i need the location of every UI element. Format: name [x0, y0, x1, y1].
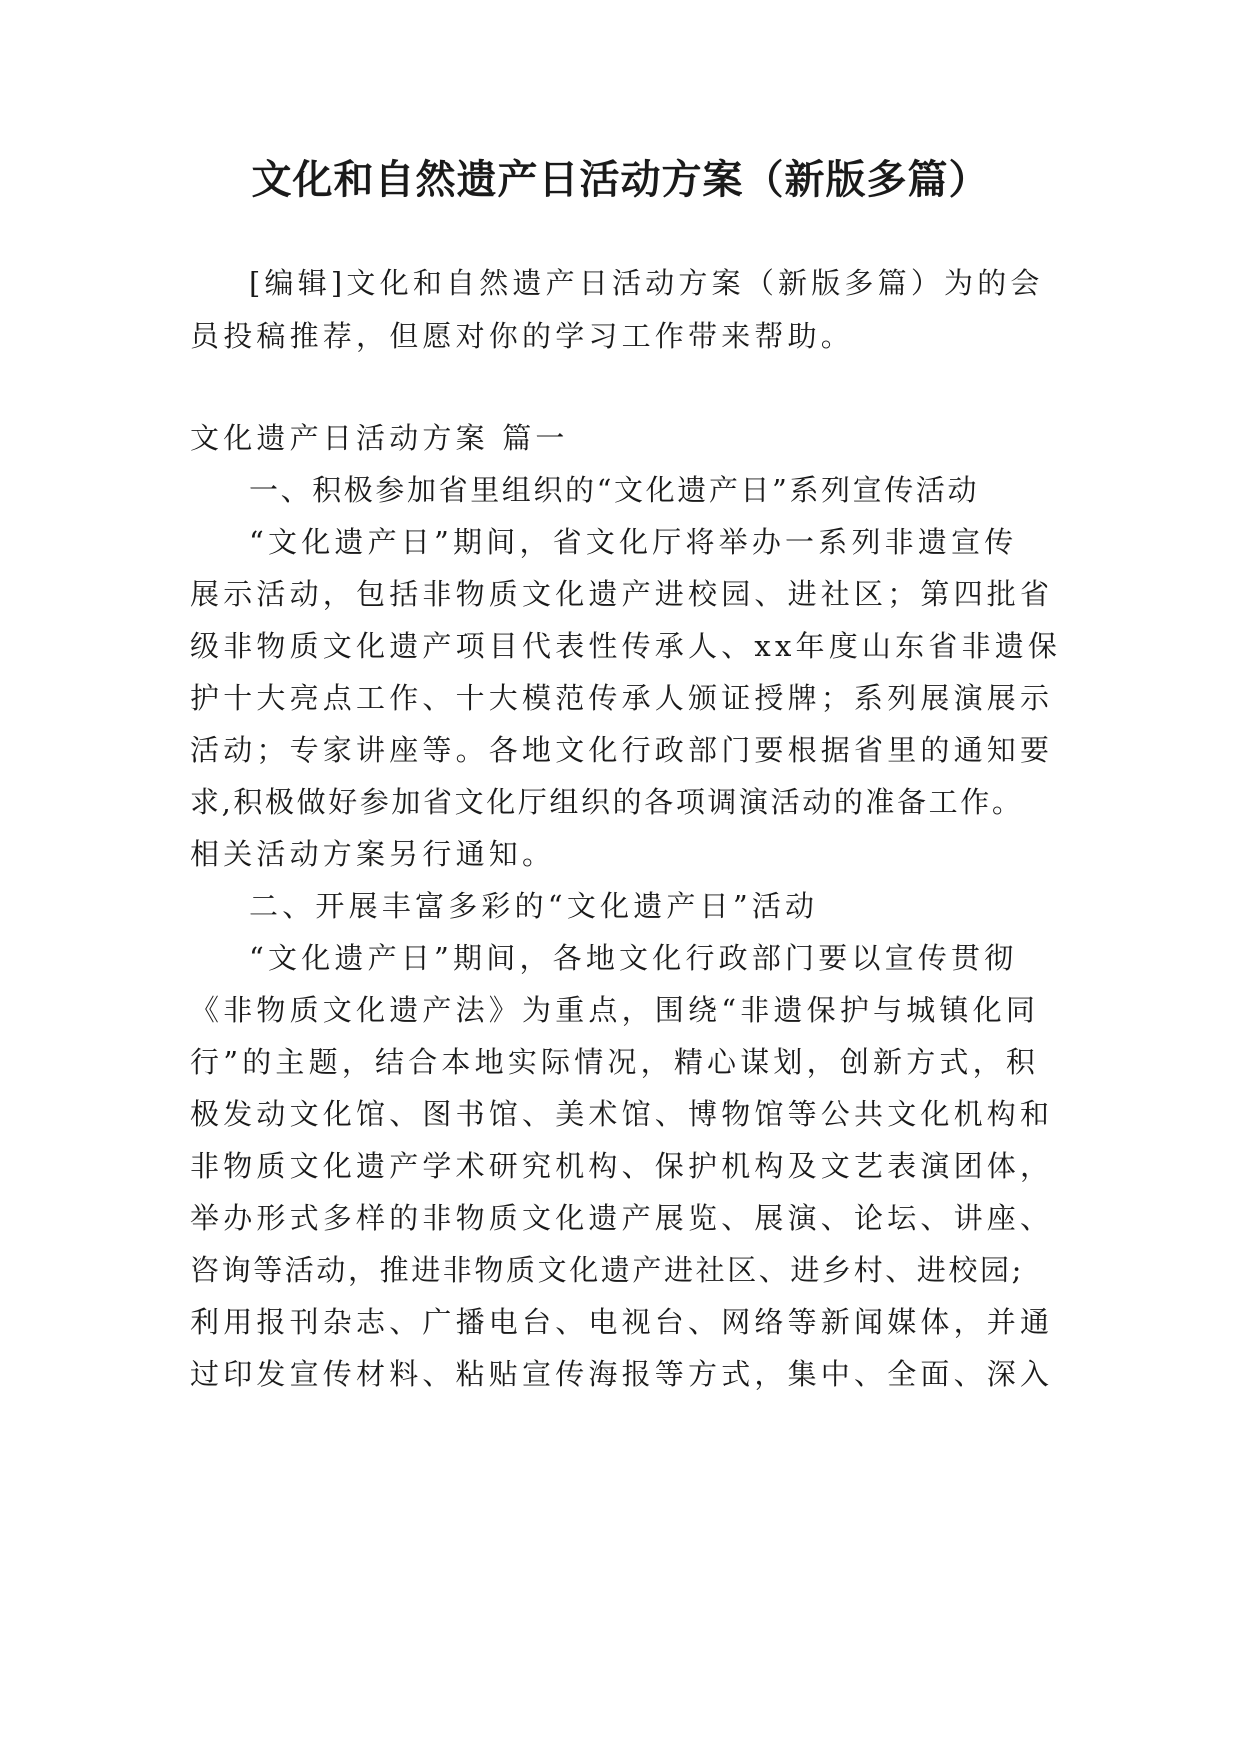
paragraph-line: 利用报刊杂志、广播电台、电视台、网络等新闻媒体，并通	[190, 1305, 1054, 1339]
paragraph-line: 行”的主题，结合本地实际情况，精心谋划，创新方式，积	[190, 1045, 1040, 1079]
paragraph-line: 级非物质文化遗产项目代表性传承人、xx年度山东省非遗保	[190, 629, 1062, 663]
paragraph-line: “文化遗产日”期间，省文化厅将举办一系列非遗宣传	[249, 525, 1018, 559]
paragraph-line: 求,积极做好参加省文化厅组织的各项调演活动的准备工作。	[190, 785, 1024, 819]
point2-heading: 二、开展丰富多彩的“文化遗产日”活动	[249, 889, 819, 923]
paragraph-line: 举办形式多样的非物质文化遗产展览、展演、论坛、讲座、	[190, 1201, 1054, 1235]
intro-line: [编辑]文化和自然遗产日活动方案（新版多篇）为的会	[249, 266, 1044, 300]
paragraph-line: 极发动文化馆、图书馆、美术馆、博物馆等公共文化机构和	[190, 1097, 1054, 1131]
document-title: 文化和自然遗产日活动方案（新版多篇）	[251, 157, 990, 203]
section-heading: 文化遗产日活动方案 篇一	[190, 421, 569, 455]
paragraph-line: 咨询等活动，推进非物质文化遗产进社区、进乡村、进校园;	[190, 1253, 1024, 1287]
paragraph-line: “文化遗产日”期间，各地文化行政部门要以宣传贯彻	[249, 941, 1018, 975]
paragraph-line: 《非物质文化遗产法》为重点，围绕“非遗保护与城镇化同	[190, 993, 1040, 1027]
point1-heading: 一、积极参加省里组织的“文化遗产日”系列宣传活动	[249, 473, 980, 507]
paragraph-line: 相关活动方案另行通知。	[190, 837, 556, 871]
intro-line: 员投稿推荐，但愿对你的学习工作带来帮助。	[190, 319, 855, 353]
paragraph-line: 非物质文化遗产学术研究机构、保护机构及文艺表演团体，	[190, 1149, 1054, 1183]
paragraph-line: 护十大亮点工作、十大模范传承人颁证授牌；系列展演展示	[190, 681, 1054, 715]
paragraph-line: 活动；专家讲座等。各地文化行政部门要根据省里的通知要	[190, 733, 1054, 767]
paragraph-line: 过印发宣传材料、粘贴宣传海报等方式，集中、全面、深入	[190, 1357, 1054, 1391]
paragraph-line: 展示活动，包括非物质文化遗产进校园、进社区；第四批省	[190, 577, 1054, 611]
